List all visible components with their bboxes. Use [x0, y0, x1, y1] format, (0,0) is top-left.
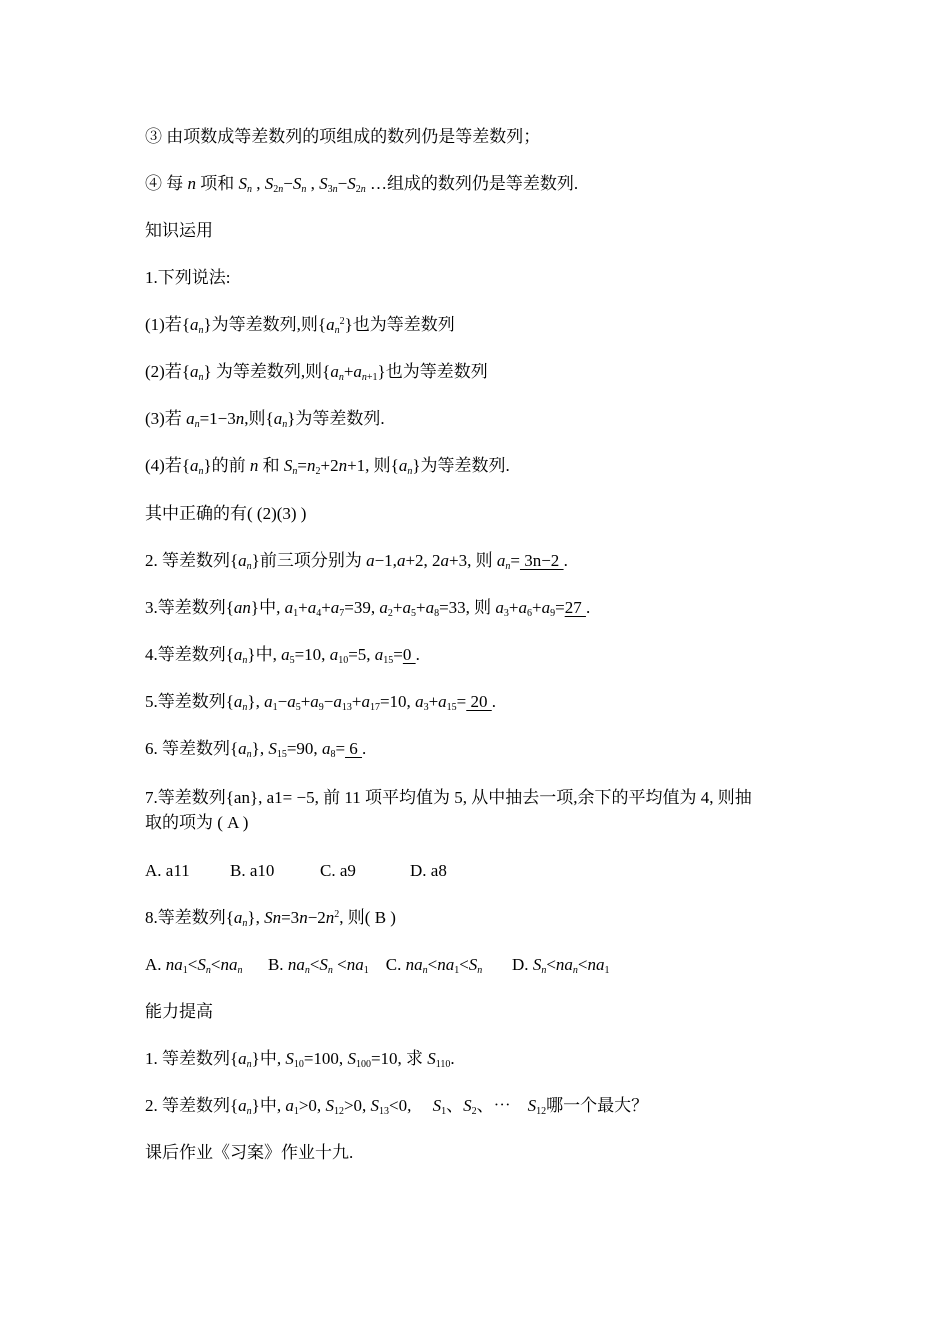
homework-note: 课后作业《习案》作业十九.	[145, 1143, 354, 1162]
advanced-question-2: 2. 等差数列$\{a_n\}$中, $a_1>0$, $S_{12}>0$, $S_{13}<0$, $S_1$、$S_2$、⋯ $S_{12}$哪一个最大？	[145, 1096, 649, 1117]
question-1-answer: 其中正确的有( (2)(3) )	[145, 504, 307, 523]
question-1-statement-3: (3)若 $a_n=1-3n$,则$\{a_n\}$为等差数列.	[145, 409, 385, 430]
question-3-answer: 27	[564, 598, 586, 617]
question-5: 5.等差数列$\{a_n\}$, $a_1-a_5+a_9-a_{13}+a_{17}=10$, $a_3+a_{15}= 20$ .	[145, 692, 496, 713]
question-7-line-2: 取的项为 ( A )	[145, 813, 249, 832]
advanced-question-1: 1. 等差数列$\{a_n\}$中, $S_{10}=100$, $S_{100}=10$, 求 $S_{110}$.	[145, 1049, 455, 1070]
section-heading-advanced: 能力提高	[145, 1002, 213, 1021]
question-8: 8.等差数列$\{a_n\}$, $Sn=3n-2n^2$, 则( B )	[145, 908, 396, 929]
property-4: ④ 每 n 项和 $S_n$ , $S_{2n}-S_n$ , $S_{3n}-S_{2n}$ …组成的数列仍是等差数列.	[145, 174, 579, 195]
question-2: 2. 等差数列$\{a_n\}$前三项分别为 a−1,a+2, 2a+3, 则 $a_n= 3n-2$ .	[145, 551, 568, 572]
section-heading-practice: 知识运用	[145, 221, 213, 240]
question-7-option-d: D. a8	[410, 861, 447, 880]
question-1-stem: 1.下列说法:	[145, 268, 231, 287]
question-1-statement-4: (4)若$\{a_n\}$的前 n 和 $S_n=n_2+2n+1$, 则$\{a_n\}$为等差数列.	[145, 456, 510, 477]
question-4-answer: 0	[402, 645, 416, 664]
property-3: ③ 由项数成等差数列的项组成的数列仍是等差数列；	[145, 127, 541, 146]
question-7-option-c: C. a9	[320, 861, 356, 880]
question-3: 3.等差数列{an}中, $a_1+a_4+a_7=39$, $a_2+a_5+a_8=33$, 则 $a_3+a_6+a_9=27$ .	[145, 598, 591, 619]
question-4: 4.等差数列$\{a_n\}$中, $a_5=10$, $a_{10}=5$, $a_{15}=0$ .	[145, 645, 420, 666]
question-8-options: A. $na_1<S_n<na_n$ B. $na_n<S_n <na_1$ C. $na_n<na_1<S_n$ D. $S_n<na_n<na_1$	[145, 955, 610, 976]
question-7-option-a: A. a11	[145, 861, 190, 880]
question-8-answer: B	[374, 908, 387, 927]
question-6: 6. 等差数列$\{a_n\}$, $S_{15}=90$, $a_8= 6$ .	[145, 739, 367, 760]
question-7-option-b: B. a10	[230, 861, 275, 880]
question-1-statement-2: (2)若$\{a_n\}$ 为等差数列,则$\{a_n+a_{n+1}\}$也为等差数列	[145, 362, 488, 383]
question-2-answer: 3n−2	[519, 551, 564, 570]
question-6-answer: 6	[345, 739, 363, 758]
question-7-line-1: 7.等差数列{an}, a1= −5, 前 11 项平均值为 5, 从中抽去一项,余下的平均值为 4, 则抽	[145, 788, 752, 807]
question-5-answer: 20	[466, 692, 492, 711]
question-1-statement-1: (1)若$\{a_n\}$为等差数列,则$\{a_n^2\}$也为等差数列	[145, 315, 455, 336]
